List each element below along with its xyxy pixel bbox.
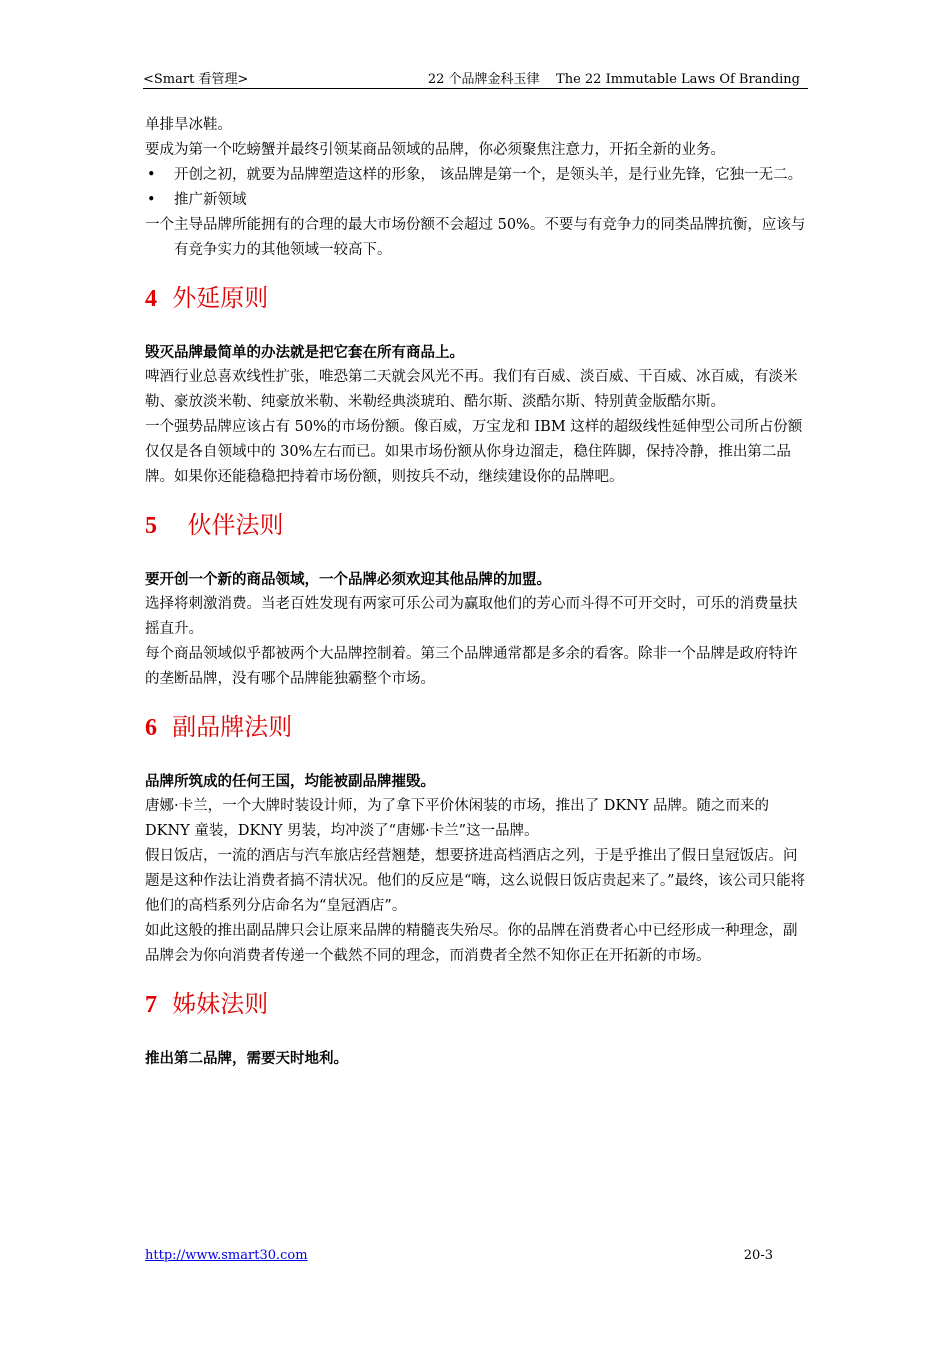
- intro-line-1: 单排旱冰鞋。: [145, 117, 232, 133]
- section-7-number: 7: [145, 992, 157, 1018]
- header-right-title: 22 个品牌金科玉律 The 22 Immutable Laws Of Branding: [427, 72, 800, 87]
- section-4-paragraph-2: 一个强势品牌应该占有 50%的市场份额。像百威，万宝龙和 IBM 这样的超级线性延伸型公司所占份额仅仅是各自领域中的 30%左右而已。如果市场份额从你身边溜走，稳住阵脚，保持冷静，推出第二品牌。如果你还能稳稳把持着市场份额，则按兵不动，继续建设你的品牌吧。: [145, 419, 803, 485]
- section-5-lead: 要开创一个新的商品领域，一个品牌必须欢迎其他品牌的加盟。: [145, 571, 551, 588]
- page-footer: [145, 1248, 773, 1263]
- section-7-lead: 推出第二品牌，需要天时地利。: [145, 1050, 348, 1067]
- section-4-heading: [145, 278, 808, 318]
- section-6-lead: 品牌所筑成的任何王国，均能被副品牌摧毁。: [145, 773, 435, 790]
- header-left-title: <Smart 看管理>: [143, 72, 249, 87]
- section-7-heading: [145, 984, 808, 1024]
- intro-line-2: 要成为第一个吃螃蟹并最终引领某商品领域的品牌，你必须聚焦注意力，开拓全新的业务。: [145, 142, 725, 158]
- section-6-paragraph-3: 如此这般的推出副品牌只会让原来品牌的精髓丧失殆尽。你的品牌在消费者心中已经形成一种理念，副品牌会为你向消费者传递一个截然不同的理念，而消费者全然不知你正在开拓新的市场。: [145, 923, 798, 964]
- section-5-paragraph-1: 选择将刺激消费。当老百姓发现有两家可乐公司为赢取他们的芳心而斗得不可开交时，可乐的消费量扶摇直升。: [145, 596, 798, 637]
- bullet-icon: •: [147, 192, 156, 208]
- document-body: [145, 113, 808, 1071]
- footer-website-link[interactable]: http://www.smart30.com: [145, 1248, 308, 1263]
- section-6-paragraph-1: 唐娜·卡兰，一个大牌时装设计师，为了拿下平价休闲装的市场，推出了 DKNY 品牌。随之而来的 DKNY 童装，DKNY 男装，均冲淡了“唐娜·卡兰”这一品牌。: [145, 798, 770, 839]
- page-number: 20-3: [743, 1248, 773, 1263]
- section-5-title: 伙伴法则: [187, 511, 284, 539]
- bullet-item-2: [145, 188, 808, 213]
- section-6-paragraph-2: 假日饭店，一流的酒店与汽车旅店经营翘楚，想要挤进高档酒店之列，于是乎推出了假日皇冠饭店。问题是这种作法让消费者搞不清状况。他们的反应是“嗨，这么说假日饭店贵起来了。”最终，该公司只能将他们的高档系列分店命名为“皇冠酒店”。: [145, 848, 806, 914]
- section-5-number: 5: [145, 513, 157, 539]
- intro-paragraph: 一个主导品牌所能拥有的合理的最大市场份额不会超过 50%。不要与有竞争力的同类品牌抗衡，应该与有竞争实力的其他领域一较高下。: [145, 217, 806, 258]
- page-header: [143, 64, 808, 89]
- bullet-item-1: [145, 163, 808, 188]
- section-7-title: 姊妹法则: [172, 990, 269, 1018]
- section-6-title: 副品牌法则: [172, 713, 293, 741]
- section-6-heading: [145, 707, 808, 747]
- section-5-paragraph-2: 每个商品领域似乎都被两个大品牌控制着。第三个品牌通常都是多余的看客。除非一个品牌是政府特许的垄断品牌，没有哪个品牌能独霸整个市场。: [145, 646, 798, 687]
- section-6-number: 6: [145, 715, 157, 741]
- section-4-paragraph-1: 啤酒行业总喜欢线性扩张，唯恐第二天就会风光不再。我们有百威、淡百威、干百威、冰百威，有淡米勒、豪放淡米勒、纯豪放米勒、米勒经典淡琥珀、酷尔斯、淡酷尔斯、特别黄金版酷尔斯。: [145, 369, 798, 410]
- bullet-text-1: 开创之初，就要为品牌塑造这样的形象， 该品牌是第一个，是领头羊，是行业先锋，它独一无二。: [174, 167, 803, 183]
- bullet-text-2: 推广新领域: [174, 192, 247, 208]
- section-5-heading: [145, 505, 808, 545]
- section-4-title: 外延原则: [172, 284, 269, 312]
- bullet-icon: •: [147, 167, 156, 183]
- section-4-number: 4: [145, 286, 157, 312]
- section-4-lead: 毁灭品牌最简单的办法就是把它套在所有商品上。: [145, 344, 464, 361]
